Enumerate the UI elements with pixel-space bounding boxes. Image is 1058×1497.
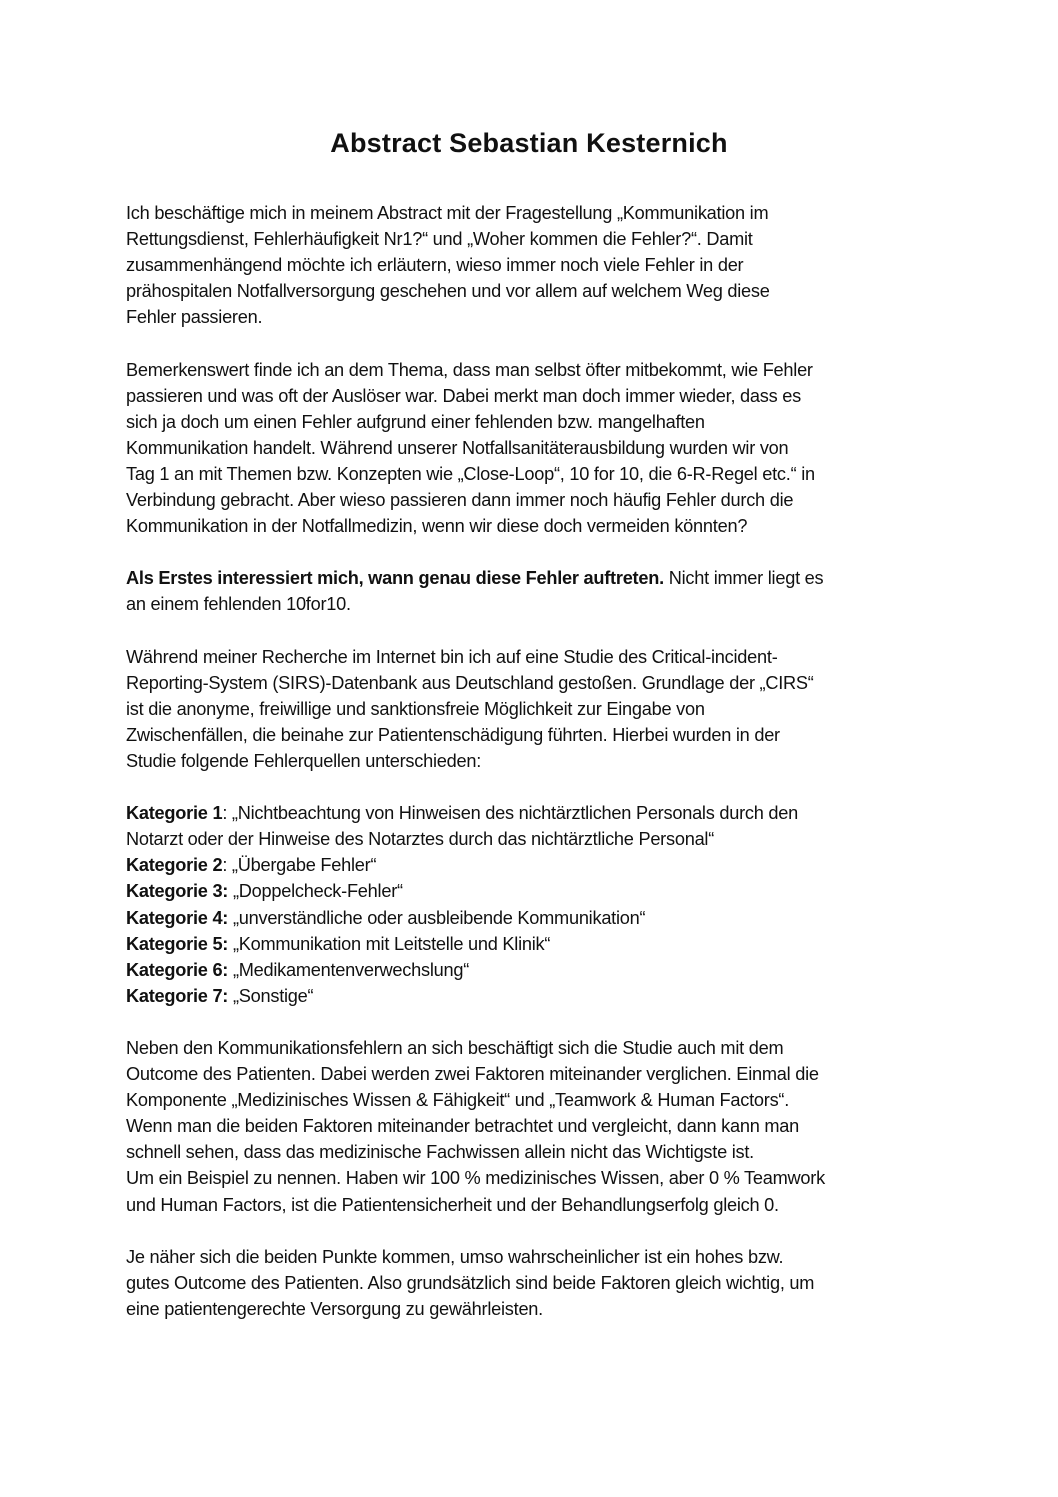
category-item (126, 800, 946, 852)
text-line: Reporting-System (SIRS)-Datenbank aus Deutschland gestoßen. Grundlage der „CIRS“ (126, 672, 814, 693)
text-line: an einem fehlenden 10for10. (126, 594, 351, 615)
text-line: Je näher sich die beiden Punkte kommen, umso wahrscheinlicher ist ein hohes bzw. (126, 1246, 784, 1267)
text-line: passieren und was oft der Auslöser war. Dabei merkt man doch immer wieder, dass es (126, 385, 801, 406)
text-line: ist die anonyme, freiwillige und sanktionsfreie Möglichkeit zur Eingabe von (126, 698, 705, 719)
text-line: sich ja doch um einen Fehler aufgrund einer fehlenden bzw. mangelhaften (126, 411, 705, 432)
paragraph-question (126, 565, 946, 617)
category-text: „unverständliche oder ausbleibende Kommunikation“ (232, 907, 646, 928)
paragraph-outcome (126, 1035, 946, 1218)
category-label: Kategorie 1 (126, 803, 223, 824)
text-line: prähospitalen Notfallversorgung geschehen und vor allem auf welchem Weg diese (126, 281, 770, 302)
text-line: Fehler passieren. (126, 307, 263, 328)
text-line: gutes Outcome des Patienten. Also grundsätzlich sind beide Faktoren gleich wichtig, um (126, 1272, 815, 1293)
text-line (126, 565, 946, 591)
text-line: Rettungsdienst, Fehlerhäufigkeit Nr1?“ und „Woher kommen die Fehler?“. Damit (126, 229, 753, 250)
text-line: Zwischenfällen, die beinahe zur Patientenschädigung führten. Hierbei wurden in der (126, 724, 780, 745)
text-line: Kommunikation handelt. Während unserer Notfallsanitäterausbildung wurden wir von (126, 437, 789, 458)
text-line: Um ein Beispiel zu nennen. Haben wir 100 % medizinisches Wissen, aber 0 % Teamwork (126, 1168, 825, 1189)
text-line: Während meiner Recherche im Internet bin ich auf eine Studie des Critical-incident- (126, 646, 778, 667)
category-label: Kategorie 2 (126, 855, 223, 876)
category-item (126, 852, 946, 878)
text-line: zusammenhängend möchte ich erläutern, wieso immer noch viele Fehler in der (126, 255, 744, 276)
text-line: Neben den Kommunikationsfehlern an sich beschäftigt sich die Studie auch mit dem (126, 1038, 784, 1058)
text-line: Studie folgende Fehlerquellen unterschieden: (126, 750, 482, 771)
category-text: „Kommunikation mit Leitstelle und Klinik“ (232, 933, 551, 954)
text-line: eine patientengerechte Versorgung zu gewährleisten. (126, 1298, 543, 1319)
category-label: Kategorie 7: (126, 985, 229, 1006)
category-label: Kategorie 4: (126, 907, 229, 928)
document-title: Abstract Sebastian Kesternich (330, 128, 728, 158)
category-item (126, 957, 946, 983)
text-line: Tag 1 an mit Themen bzw. Konzepten wie „Close-Loop“, 10 for 10, die 6-R-Regel etc.“ in (126, 463, 815, 484)
text-line: Wenn man die beiden Faktoren miteinander betrachtet und vergleicht, dann kann man (126, 1116, 799, 1137)
category-separator: : (222, 855, 232, 876)
category-item (126, 878, 946, 904)
category-text: „Nichtbeachtung von Hinweisen des nichtärztlichen Personals durch den (231, 803, 799, 824)
category-item (126, 983, 946, 1009)
category-label: Kategorie 5: (126, 933, 229, 954)
text-line: Outcome des Patienten. Dabei werden zwei Faktoren miteinander verglichen. Einmal die (126, 1064, 819, 1085)
text-line: Bemerkenswert finde ich an dem Thema, dass man selbst öfter mitbekommt, wie Fehler (126, 359, 813, 380)
paragraph-research (126, 644, 946, 774)
bold-lead-text: Als Erstes interessiert mich, wann genau diese Fehler auftreten. (126, 568, 664, 589)
category-text: „Übergabe Fehler“ (231, 855, 377, 876)
paragraph-motivation (126, 357, 946, 540)
category-label: Kategorie 6: (126, 959, 229, 980)
category-text: „Medikamentenverwechslung“ (232, 959, 470, 980)
text-line: Kommunikation in der Notfallmedizin, wenn wir diese doch vermeiden könnten? (126, 516, 748, 537)
text-line: schnell sehen, dass das medizinische Fachwissen allein nicht das Wichtigste ist. (126, 1142, 754, 1163)
category-text: „Doppelcheck-Fehler“ (232, 881, 403, 902)
paragraph-intro (126, 200, 946, 330)
paragraph-conclusion (126, 1244, 946, 1322)
category-separator: : (222, 803, 232, 824)
category-text-continuation: Notarzt oder der Hinweise des Notarztes durch das nichtärztliche Personal“ (126, 829, 715, 850)
document-body (126, 200, 946, 1348)
lead-continuation: Nicht immer liegt es (663, 568, 824, 589)
text-line: Komponente „Medizinisches Wissen & Fähigkeit“ und „Teamwork & Human Factors“. (126, 1090, 790, 1111)
category-text: „Sonstige“ (232, 985, 314, 1006)
text-line: Verbindung gebracht. Aber wieso passieren dann immer noch häufig Fehler durch die (126, 490, 794, 511)
category-label: Kategorie 3: (126, 881, 229, 902)
category-item (126, 931, 946, 957)
text-line: und Human Factors, ist die Patientensicherheit und der Behandlungserfolg gleich 0. (126, 1194, 779, 1215)
category-list (126, 800, 946, 1009)
text-line: Ich beschäftige mich in meinem Abstract mit der Fragestellung „Kommunikation im (126, 203, 769, 223)
category-item (126, 905, 946, 931)
